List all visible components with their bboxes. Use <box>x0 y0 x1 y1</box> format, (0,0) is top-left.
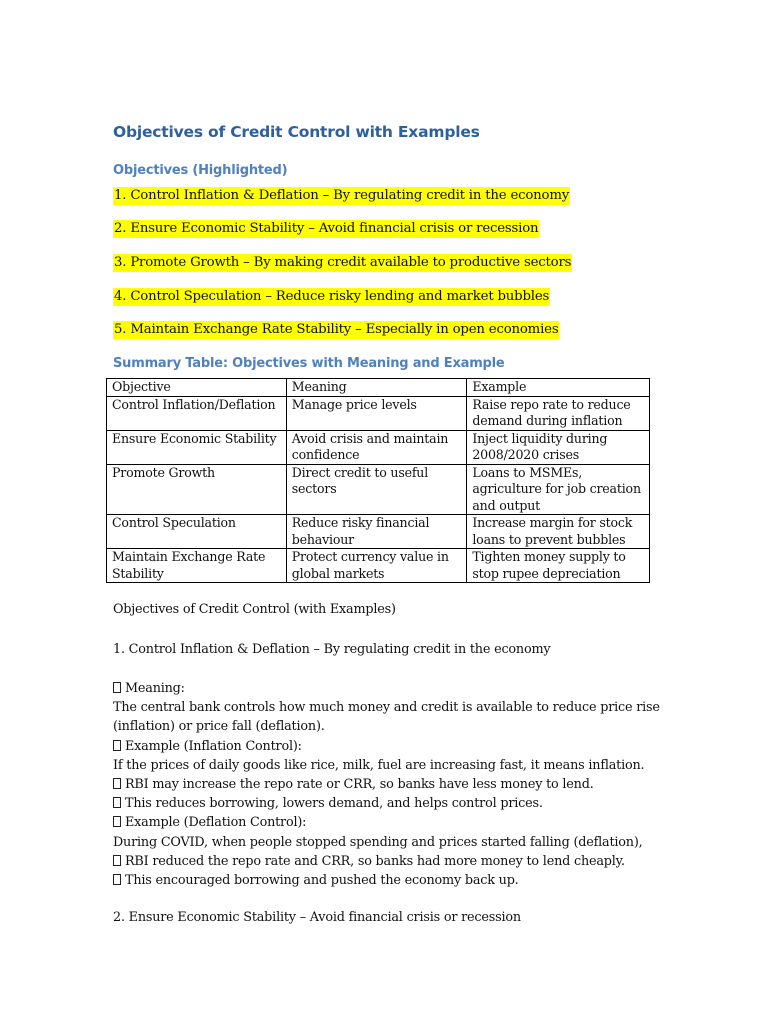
table-cell: Protect currency value in global markets <box>286 549 467 583</box>
objective-item-5: 5. Maintain Exchange Rate Stability – Especially in open economies <box>114 322 559 337</box>
deflation-point-1: RBI reduced the repo rate and CRR, so banks had more money to lend cheaply. <box>125 853 625 869</box>
objectives-heading: Objectives (Highlighted) <box>113 163 288 178</box>
checkbox-icon <box>113 816 121 827</box>
example-inflation-label: Example (Inflation Control): <box>125 738 302 754</box>
checkbox-icon <box>113 778 121 789</box>
example-deflation-label: Example (Deflation Control): <box>125 815 307 831</box>
deflation-point-2-line <box>113 871 660 890</box>
table-cell: Promote Growth <box>107 464 287 515</box>
objective-item-3: 3. Promote Growth – By making credit available to productive sectors <box>114 255 572 270</box>
example-inflation-text: If the prices of daily goods like rice, milk, fuel are increasing fast, it means inflation. <box>113 757 645 773</box>
checkbox-icon <box>113 874 121 885</box>
example-deflation-line <box>113 813 660 832</box>
section2-title <box>113 908 521 927</box>
table-cell: Ensure Economic Stability <box>107 430 287 464</box>
objective-item-4: 4. Control Speculation – Reduce risky lending and market bubbles <box>114 289 550 304</box>
table-cell: Inject liquidity during 2008/2020 crises <box>467 430 650 464</box>
section-title-text: Objectives of Credit Control (with Examples) <box>113 602 396 617</box>
example-inflation-line <box>113 737 660 756</box>
table-cell: Control Speculation <box>107 515 287 549</box>
meaning-text-line-1: The central bank controls how much money and credit is available to reduce price rise <box>113 700 660 716</box>
table-cell: Control Inflation/Deflation <box>107 396 287 430</box>
deflation-point-1-line <box>113 852 660 871</box>
inflation-point-2-line <box>113 794 660 813</box>
table-heading: Summary Table: Objectives with Meaning and Example <box>113 356 505 371</box>
inflation-point-2: This reduces borrowing, lowers demand, and helps control prices. <box>125 796 543 812</box>
table-cell: Manage price levels <box>286 396 467 430</box>
meaning-line <box>113 679 660 698</box>
section1-title-text: 1. Control Inflation & Deflation – By regulating credit in the economy <box>113 642 551 657</box>
inflation-point-1-line <box>113 775 660 794</box>
table-row <box>107 515 650 549</box>
table-header-cell: Meaning <box>286 379 467 397</box>
checkbox-icon <box>113 740 121 751</box>
table-header-cell: Objective <box>107 379 287 397</box>
table-row <box>107 464 650 515</box>
section1-title <box>113 640 550 659</box>
deflation-point-2: This encouraged borrowing and pushed the economy back up. <box>125 873 519 889</box>
example-deflation-text: During COVID, when people stopped spending and prices started falling (deflation), <box>113 834 643 850</box>
table-header-row <box>107 379 650 397</box>
table-cell: Direct credit to useful sectors <box>286 464 467 515</box>
summary-table <box>106 378 650 583</box>
document-title: Objectives of Credit Control with Examples <box>113 123 480 141</box>
table-cell: Increase margin for stock loans to prevent bubbles <box>467 515 650 549</box>
meaning-text-line-2: (inflation) or price fall (deflation). <box>113 719 325 735</box>
table-cell: Loans to MSMEs, agriculture for job creation and output <box>467 464 650 515</box>
table-cell: Maintain Exchange Rate Stability <box>107 549 287 583</box>
table-cell: Reduce risky financial behaviour <box>286 515 467 549</box>
table-header-cell: Example <box>467 379 650 397</box>
objective-item-1: 1. Control Inflation & Deflation – By regulating credit in the economy <box>114 188 570 203</box>
table-cell: Raise repo rate to reduce demand during inflation <box>467 396 650 430</box>
table-row <box>107 430 650 464</box>
meaning-label: Meaning: <box>125 681 185 696</box>
checkbox-icon <box>113 797 121 808</box>
section2-title-text: 2. Ensure Economic Stability – Avoid financial crisis or recession <box>113 910 521 925</box>
table-row <box>107 549 650 583</box>
table-cell: Tighten money supply to stop rupee depreciation <box>467 549 650 583</box>
table-cell: Avoid crisis and maintain confidence <box>286 430 467 464</box>
objective-item-2: 2. Ensure Economic Stability – Avoid financial crisis or recession <box>114 221 539 236</box>
checkbox-icon <box>113 855 121 866</box>
inflation-point-1: RBI may increase the repo rate or CRR, so banks have less money to lend. <box>125 777 594 793</box>
section1-body <box>113 679 660 890</box>
table-row <box>107 396 650 430</box>
checkbox-icon <box>113 682 121 693</box>
section-title <box>113 600 396 619</box>
